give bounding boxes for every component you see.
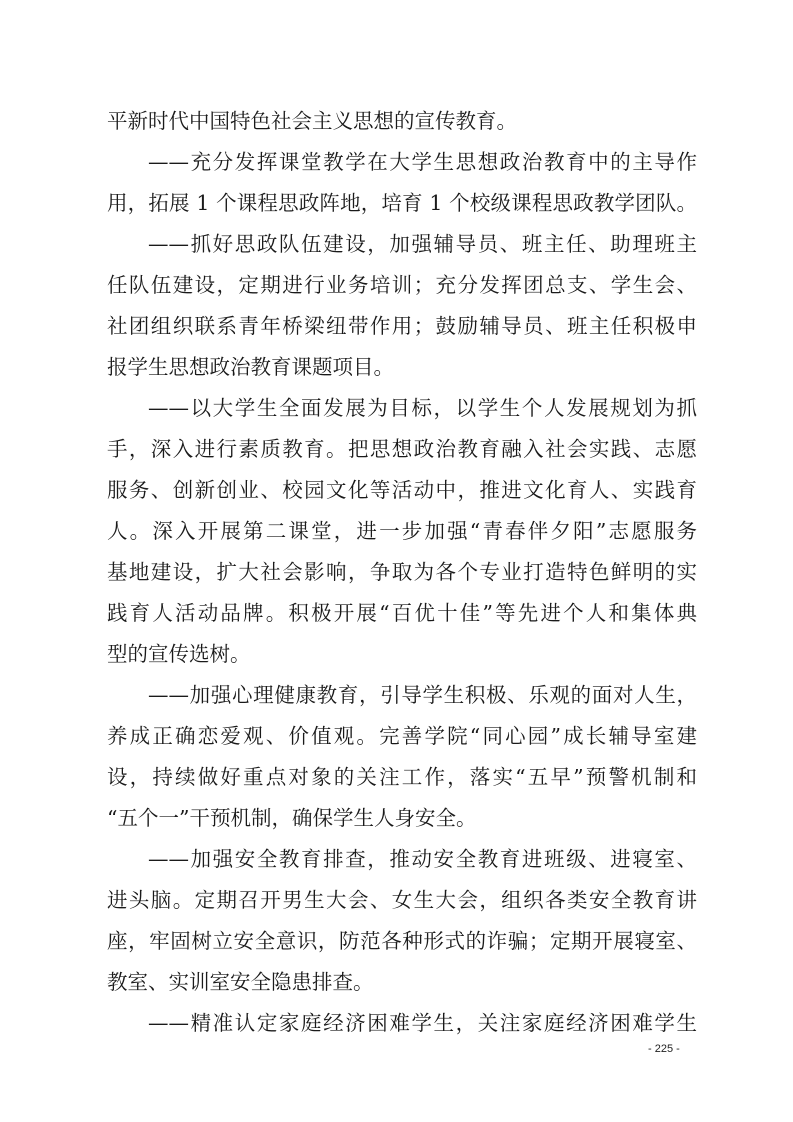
text-line: 座，牢固树立安全意识，防范各种形式的诈骗；定期开展寝室、 [107, 929, 697, 953]
text-line: ——以大学生全面发展为目标，以学生个人发展规划为抓 [148, 396, 697, 420]
text-line: 教室、实训室安全隐患排查。 [107, 970, 374, 994]
text-line: ——加强安全教育排查，推动安全教育进班级、进寝室、 [148, 847, 697, 871]
text-line: 报学生思想政治教育课题项目。 [107, 355, 394, 379]
text-line: 进头脑。定期召开男生大会、女生大会，组织各类安全教育讲 [107, 888, 697, 912]
text-line: ——加强心理健康教育，引导学生积极、乐观的面对人生， [148, 683, 697, 707]
text-line: 养成正确恋爱观、价值观。完善学院“同心园”成长辅导室建 [107, 724, 697, 748]
text-line: 任队伍建设，定期进行业务培训；充分发挥团总支、学生会、 [107, 273, 697, 297]
text-line: ——充分发挥课堂教学在大学生思想政治教育中的主导作 [148, 150, 697, 174]
text-line: 设，持续做好重点对象的关注工作，落实“五早”预警机制和 [107, 765, 697, 789]
text-line: 手，深入进行素质教育。把思想政治教育融入社会实践、志愿 [107, 437, 697, 461]
page-number: - 225 - [648, 1043, 680, 1055]
text-line: 人。深入开展第二课堂，进一步加强“青春伴夕阳”志愿服务 [107, 519, 697, 543]
text-line: 基地建设，扩大社会影响，争取为各个专业打造特色鲜明的实 [107, 560, 697, 584]
text-line: 平新时代中国特色社会主义思想的宣传教育。 [107, 109, 517, 133]
text-line: 型的宣传选树。 [107, 642, 251, 666]
text-line: ——抓好思政队伍建设，加强辅导员、班主任、助理班主 [148, 232, 697, 256]
text-line: 服务、创新创业、校园文化等活动中，推进文化育人、实践育 [107, 478, 697, 502]
text-line: 社团组织联系青年桥梁纽带作用；鼓励辅导员、班主任积极申 [107, 314, 697, 338]
text-line: “五个一”干预机制，确保学生人身安全。 [107, 806, 477, 830]
text-line: 践育人活动品牌。积极开展“百优十佳”等先进个人和集体典 [107, 601, 697, 625]
text-line: ——精准认定家庭经济困难学生，关注家庭经济困难学生 [148, 1011, 697, 1035]
text-line: 用，拓展 1 个课程思政阵地，培育 1 个校级课程思政教学团队。 [107, 191, 697, 215]
